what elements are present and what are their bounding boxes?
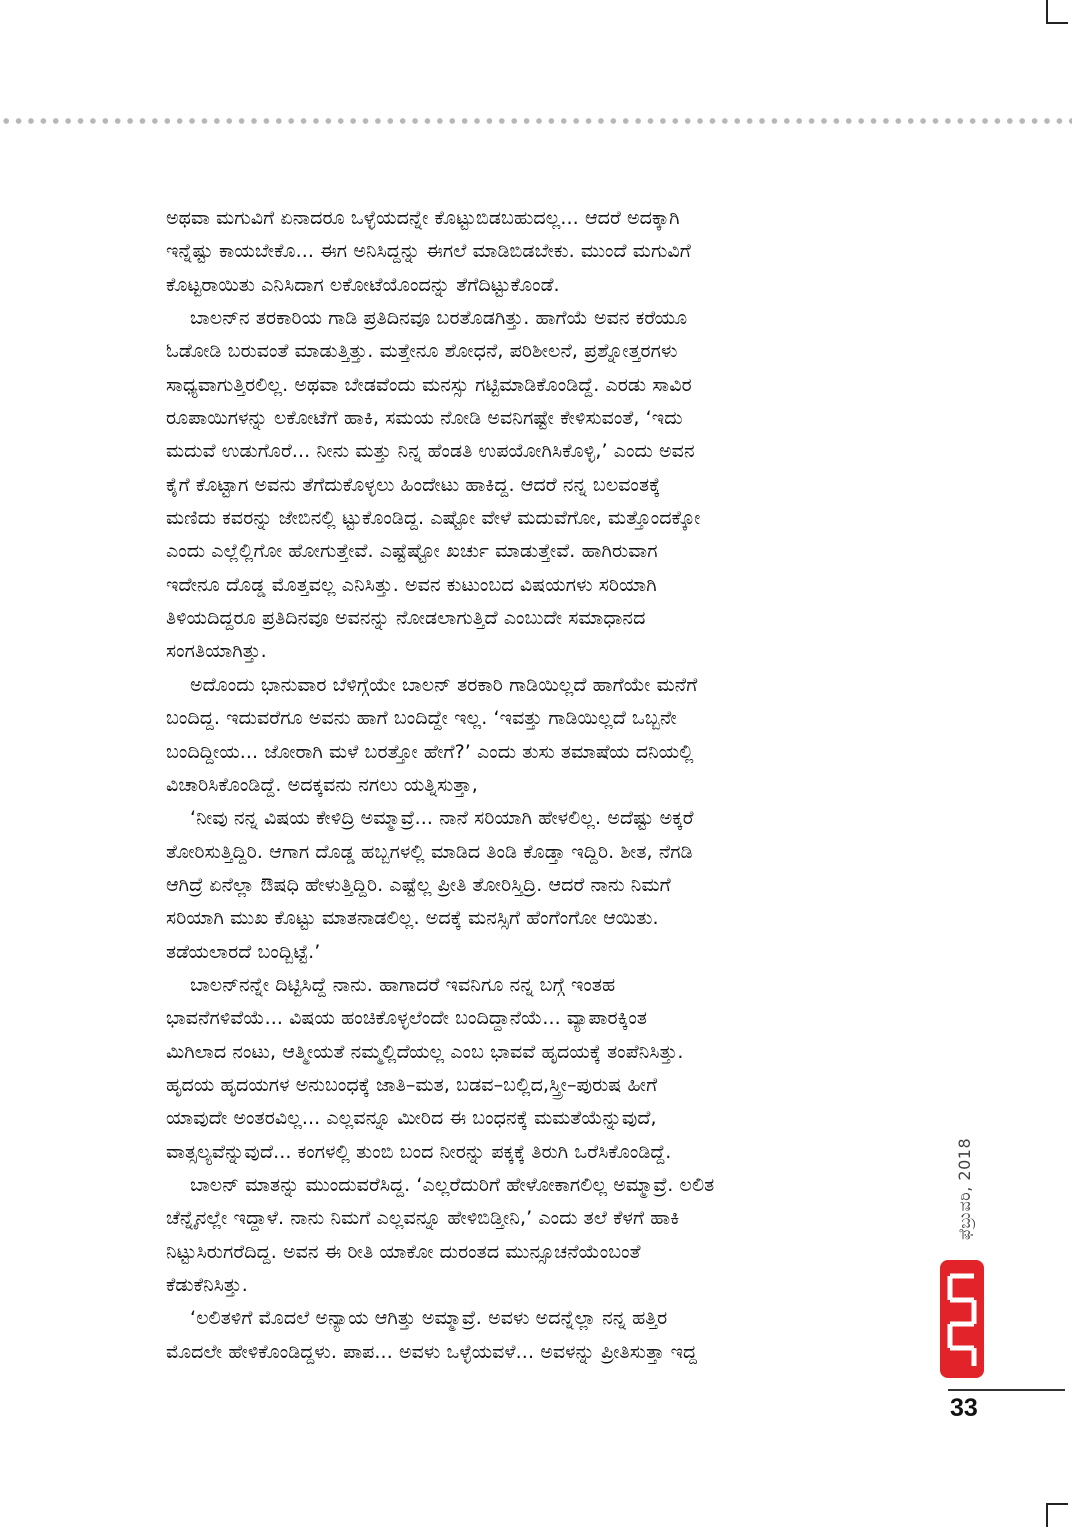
text-line: ಭಾವನೆಗಳಿವೆಯೆ... ವಿಷಯ ಹಂಚಿಕೊಳ್ಳಲೆಂದೇ ಬಂದಿದ್ದಾನೆಯೆ... ವ್ಯಾಪಾರಕ್ಕಿಂತ bbox=[166, 1007, 648, 1030]
text-line: ಇನ್ನೆಷ್ಟು ಕಾಯಬೇಕೊ... ಈಗ ಅನಿಸಿದ್ದನ್ನು ಈಗಲೆ ಮಾಡಿಬಿಡಬೇಕು. ಮುಂದೆ ಮಗುವಿಗೆ bbox=[166, 240, 691, 263]
text-line: ನಿಟ್ಟುಸಿರುಗರೆದಿದ್ದ. ಅವನ ಈ ರೀತಿ ಯಾಕೋ ದುರಂತದ ಮುನ್ಸೂಚನೆಯೆಂಬಂತೆ bbox=[166, 1240, 641, 1263]
article-body bbox=[166, 202, 918, 1369]
text-line: ಬಂದಿದ್ದೀಯ... ಜೋರಾಗಿ ಮಳೆ ಬರತ್ತೋ ಹೇಗೆ?’ ಎಂದು ತುಸು ತಮಾಷೆಯ ದನಿಯಲ್ಲಿ bbox=[166, 740, 694, 763]
text-line: ಕೈಗೆ ಕೊಟ್ಟಾಗ ಅವನು ತೆಗೆದುಕೊಳ್ಳಲು ಹಿಂದೇಟು ಹಾಕಿದ್ದ. ಆದರೆ ನನ್ನ ಬಲವಂತಕ್ಕೆ bbox=[166, 473, 661, 496]
text-line: ಇದೇನೂ ದೊಡ್ಡ ಮೊತ್ತವಲ್ಲ ಎನಿಸಿತ್ತು. ಅವನ ಕುಟುಂಬದ ವಿಷಯಗಳು ಸರಿಯಾಗಿ bbox=[166, 573, 657, 596]
text-line: ತಿಳಿಯದಿದ್ದರೂ ಪ್ರತಿದಿನವೂ ಅವನನ್ನು ನೋಡಲಾಗುತ್ತಿದೆ ಎಂಬುದೇ ಸಮಾಧಾನದ bbox=[166, 607, 646, 630]
text-line: ಹೃದಯ ಹೃದಯಗಳ ಅನುಬಂಧಕ್ಕೆ ಜಾತಿ–ಮತ, ಬಡವ–ಬಲ್ಲಿದ,ಸ್ತ್ರೀ–ಪುರುಷ ಹೀಗೆ bbox=[166, 1073, 658, 1096]
issue-date: ಫೆಬ್ರುವರಿ, 2018 bbox=[955, 1137, 974, 1240]
text-line: ಅಥವಾ ಮಗುವಿಗೆ ಏನಾದರೂ ಒಳ್ಳೆಯದನ್ನೇ ಕೊಟ್ಟುಬಿಡಬಹುದಲ್ಲ... ಆದರೆ ಅದಕ್ಕಾಗಿ bbox=[166, 207, 680, 229]
paragraph-start-line: ಅದೊಂದು ಭಾನುವಾರ ಬೆಳಿಗ್ಗೆಯೇ ಬಾಲನ್ ತರಕಾರಿ ಗಾಡಿಯಿಲ್ಲದೆ ಹಾಗೆಯೇ ಮನೆಗೆ bbox=[190, 673, 698, 696]
page-number-rule bbox=[948, 1389, 1065, 1391]
page-number: 33 bbox=[950, 1394, 978, 1422]
text-line: ವಿಚಾರಿಸಿಕೊಂಡಿದ್ದೆ. ಅದಕ್ಕವನು ನಗಲು ಯತ್ನಿಸುತ್ತಾ, bbox=[166, 773, 478, 796]
crop-mark-bottom bbox=[1046, 1503, 1068, 1527]
text-line: ಸಂಗತಿಯಾಗಿತ್ತು. bbox=[166, 640, 267, 663]
text-line: ಚೆನ್ನೈನಲ್ಲೇ ಇದ್ದಾಳೆ. ನಾನು ನಿಮಗೆ ಎಲ್ಲವನ್ನೂ ಹೇಳಿಬಿಡ್ತೀನಿ,’ ಎಂದು ತಲೆ ಕೆಳಗೆ ಹಾಕಿ bbox=[166, 1207, 680, 1230]
text-line: ಮದುವೆ ಉಡುಗೊರೆ... ನೀನು ಮತ್ತು ನಿನ್ನ ಹೆಂಡತಿ ಉಪಯೋಗಿಸಿಕೊಳ್ಳಿ,’ ಎಂದು ಅವನ bbox=[166, 440, 695, 463]
paragraph-start-line: ಬಾಲನ್ ಮಾತನ್ನು ಮುಂದುವರೆಸಿದ್ದ. ‘ಎಲ್ಲರೆದುರಿಗೆ ಹೇಳೋಕಾಗಲಿಲ್ಲ ಅಮ್ಮಾವ್ರೆ. ಲಲಿತ bbox=[190, 1173, 715, 1196]
text-line: ಸಾಧ್ಯವಾಗುತ್ತಿರಲಿಲ್ಲ. ಅಥವಾ ಬೇಡವೆಂದು ಮನಸ್ಸು ಗಟ್ಟಿಮಾಡಿಕೊಂಡಿದ್ದೆ. ಎರಡು ಸಾವಿರ bbox=[166, 373, 692, 396]
text-line: ಮಿಗಿಲಾದ ನಂಟು, ಆತ್ಮೀಯತೆ ನಮ್ಮಲ್ಲಿದೆಯಲ್ಲ ಎಂಬ ಭಾವವೆ ಹೃದಯಕ್ಕೆ ತಂಪೆನಿಸಿತ್ತು. bbox=[166, 1040, 684, 1063]
crop-mark-top bbox=[1046, 0, 1068, 24]
text-line: ಎಂದು ಎಲ್ಲೆಲ್ಲಿಗೋ ಹೋಗುತ್ತೇವೆ. ಎಷ್ಟೆಷ್ಟೋ ಖರ್ಚು ಮಾಡುತ್ತೇವೆ. ಹಾಗಿರುವಾಗ bbox=[166, 540, 658, 563]
text-line: ಬಂದಿದ್ದ. ಇದುವರೆಗೂ ಅವನು ಹಾಗೆ ಬಂದಿದ್ದೇ ಇಲ್ಲ. ‘ಇವತ್ತು ಗಾಡಿಯಿಲ್ಲದೆ ಒಬ್ಬನೇ bbox=[166, 707, 677, 730]
text-line: ವಾತ್ಸಲ್ಯವೆನ್ನುವುದೆ... ಕಂಗಳಲ್ಲಿ ತುಂಬಿ ಬಂದ ನೀರನ್ನು ಪಕ್ಕಕ್ಕೆ ತಿರುಗಿ ಒರೆಸಿಕೊಂಡಿದ್ದೆ. bbox=[166, 1140, 672, 1163]
paragraph-start-line: ಬಾಲನ್‌ನ ತರಕಾರಿಯ ಗಾಡಿ ಪ್ರತಿದಿನವೂ ಬರತೊಡಗಿತ್ತು. ಹಾಗೆಯೆ ಅವನ ಕರೆಯೂ bbox=[190, 307, 688, 330]
text-line: ಮಣಿದು ಕವರನ್ನು ಜೇಬಿನಲ್ಲಿ ಟ್ಟುಕೊಂಡಿದ್ದ. ಎಷ್ಟೋ ವೇಳೆ ಮದುವೆಗೋ, ಮತ್ತೊಂದಕ್ಕೋ bbox=[166, 507, 701, 530]
text-line: ಕೊಟ್ಟರಾಯಿತು ಎನಿಸಿದಾಗ ಲಕೋಟೆಯೊಂದನ್ನು ತೆಗೆದಿಟ್ಟುಕೊಂಡೆ. bbox=[166, 273, 560, 296]
text-line: ತೋರಿಸುತ್ತಿದ್ದಿರಿ. ಆಗಾಗ ದೊಡ್ಡ ಹಬ್ಬಗಳಲ್ಲಿ ಮಾಡಿದ ತಿಂಡಿ ಕೊಡ್ತಾ ಇದ್ದಿರಿ. ಶೀತ, ನೆಗಡಿ bbox=[166, 840, 693, 863]
text-line: ಓಡೋಡಿ ಬರುವಂತೆ ಮಾಡುತ್ತಿತ್ತು. ಮತ್ತೇನೂ ಶೋಧನೆ, ಪರಿಶೀಲನೆ, ಪ್ರಶ್ನೋತ್ತರಗಳು bbox=[166, 340, 678, 363]
paragraph-start-line: ಬಾಲನ್‌ನನ್ನೇ ದಿಟ್ಟಿಸಿದ್ದೆ ನಾನು. ಹಾಗಾದರೆ ಇವನಿಗೂ ನನ್ನ ಬಗ್ಗೆ ಇಂತಹ bbox=[190, 973, 616, 996]
text-line: ಕೆಡುಕೆನಿಸಿತ್ತು. bbox=[166, 1274, 248, 1296]
text-line: ಮೊದಲೇ ಹೇಳಿಕೊಂಡಿದ್ದಳು. ಪಾಪ... ಅವಳು ಒಳ್ಳೆಯವಳೆ... ಅವಳನ್ನು ಪ್ರೀತಿಸುತ್ತಾ ಇದ್ದ bbox=[166, 1340, 698, 1363]
text-line: ತಡೆಯಲಾರದೆ ಬಂದ್ಬಿಟ್ಟೆ.’ bbox=[166, 940, 321, 963]
magazine-logo bbox=[938, 1258, 986, 1380]
text-line: ರೂಪಾಯಿಗಳನ್ನು ಲಕೋಟೆಗೆ ಹಾಕಿ, ಸಮಯ ನೋಡಿ ಅವನಿಗಷ್ಟೇ ಕೇಳಿಸುವಂತೆ, ‘ಇದು bbox=[166, 407, 683, 430]
paragraph-start-line: ‘ನೀವು ನನ್ನ ವಿಷಯ ಕೇಳಿದ್ರಿ ಅಮ್ಮಾವ್ರೆ... ನಾನೆ ಸರಿಯಾಗಿ ಹೇಳಲಿಲ್ಲ. ಅದೆಷ್ಟು ಅಕ್ಕರೆ bbox=[190, 807, 694, 830]
text-line: ಯಾವುದೇ ಅಂತರವಿಲ್ಲ... ಎಲ್ಲವನ್ನೂ ಮೀರಿದ ಈ ಬಂಧನಕ್ಕೆ ಮಮತೆಯೆನ್ನುವುದೆ, bbox=[166, 1107, 657, 1130]
text-line: ಆಗಿದ್ರೆ ಏನೆಲ್ಲಾ ಔಷಧಿ ಹೇಳುತ್ತಿದ್ದಿರಿ. ಎಷ್ಟೆಲ್ಲ ಪ್ರೀತಿ ತೋರಿಸ್ತಿದ್ರಿ. ಆದರೆ ನಾನು ನಿಮಗೆ bbox=[166, 873, 671, 896]
paragraph-start-line: ‘ಲಲಿತಳಿಗೆ ಮೊದಲೆ ಅನ್ಯಾಯ ಆಗಿತ್ತು ಅಮ್ಮಾವ್ರೆ. ಅವಳು ಅದನ್ನೆಲ್ಲಾ ನನ್ನ ಹತ್ತಿರ bbox=[190, 1307, 668, 1330]
dotted-divider bbox=[0, 117, 1072, 125]
text-line: ಸರಿಯಾಗಿ ಮುಖ ಕೊಟ್ಟು ಮಾತನಾಡಲಿಲ್ಲ. ಅದಕ್ಕೆ ಮನಸ್ಸಿಗೆ ಹೆಂಗೆಂಗೋ ಆಯಿತು. bbox=[166, 907, 659, 930]
